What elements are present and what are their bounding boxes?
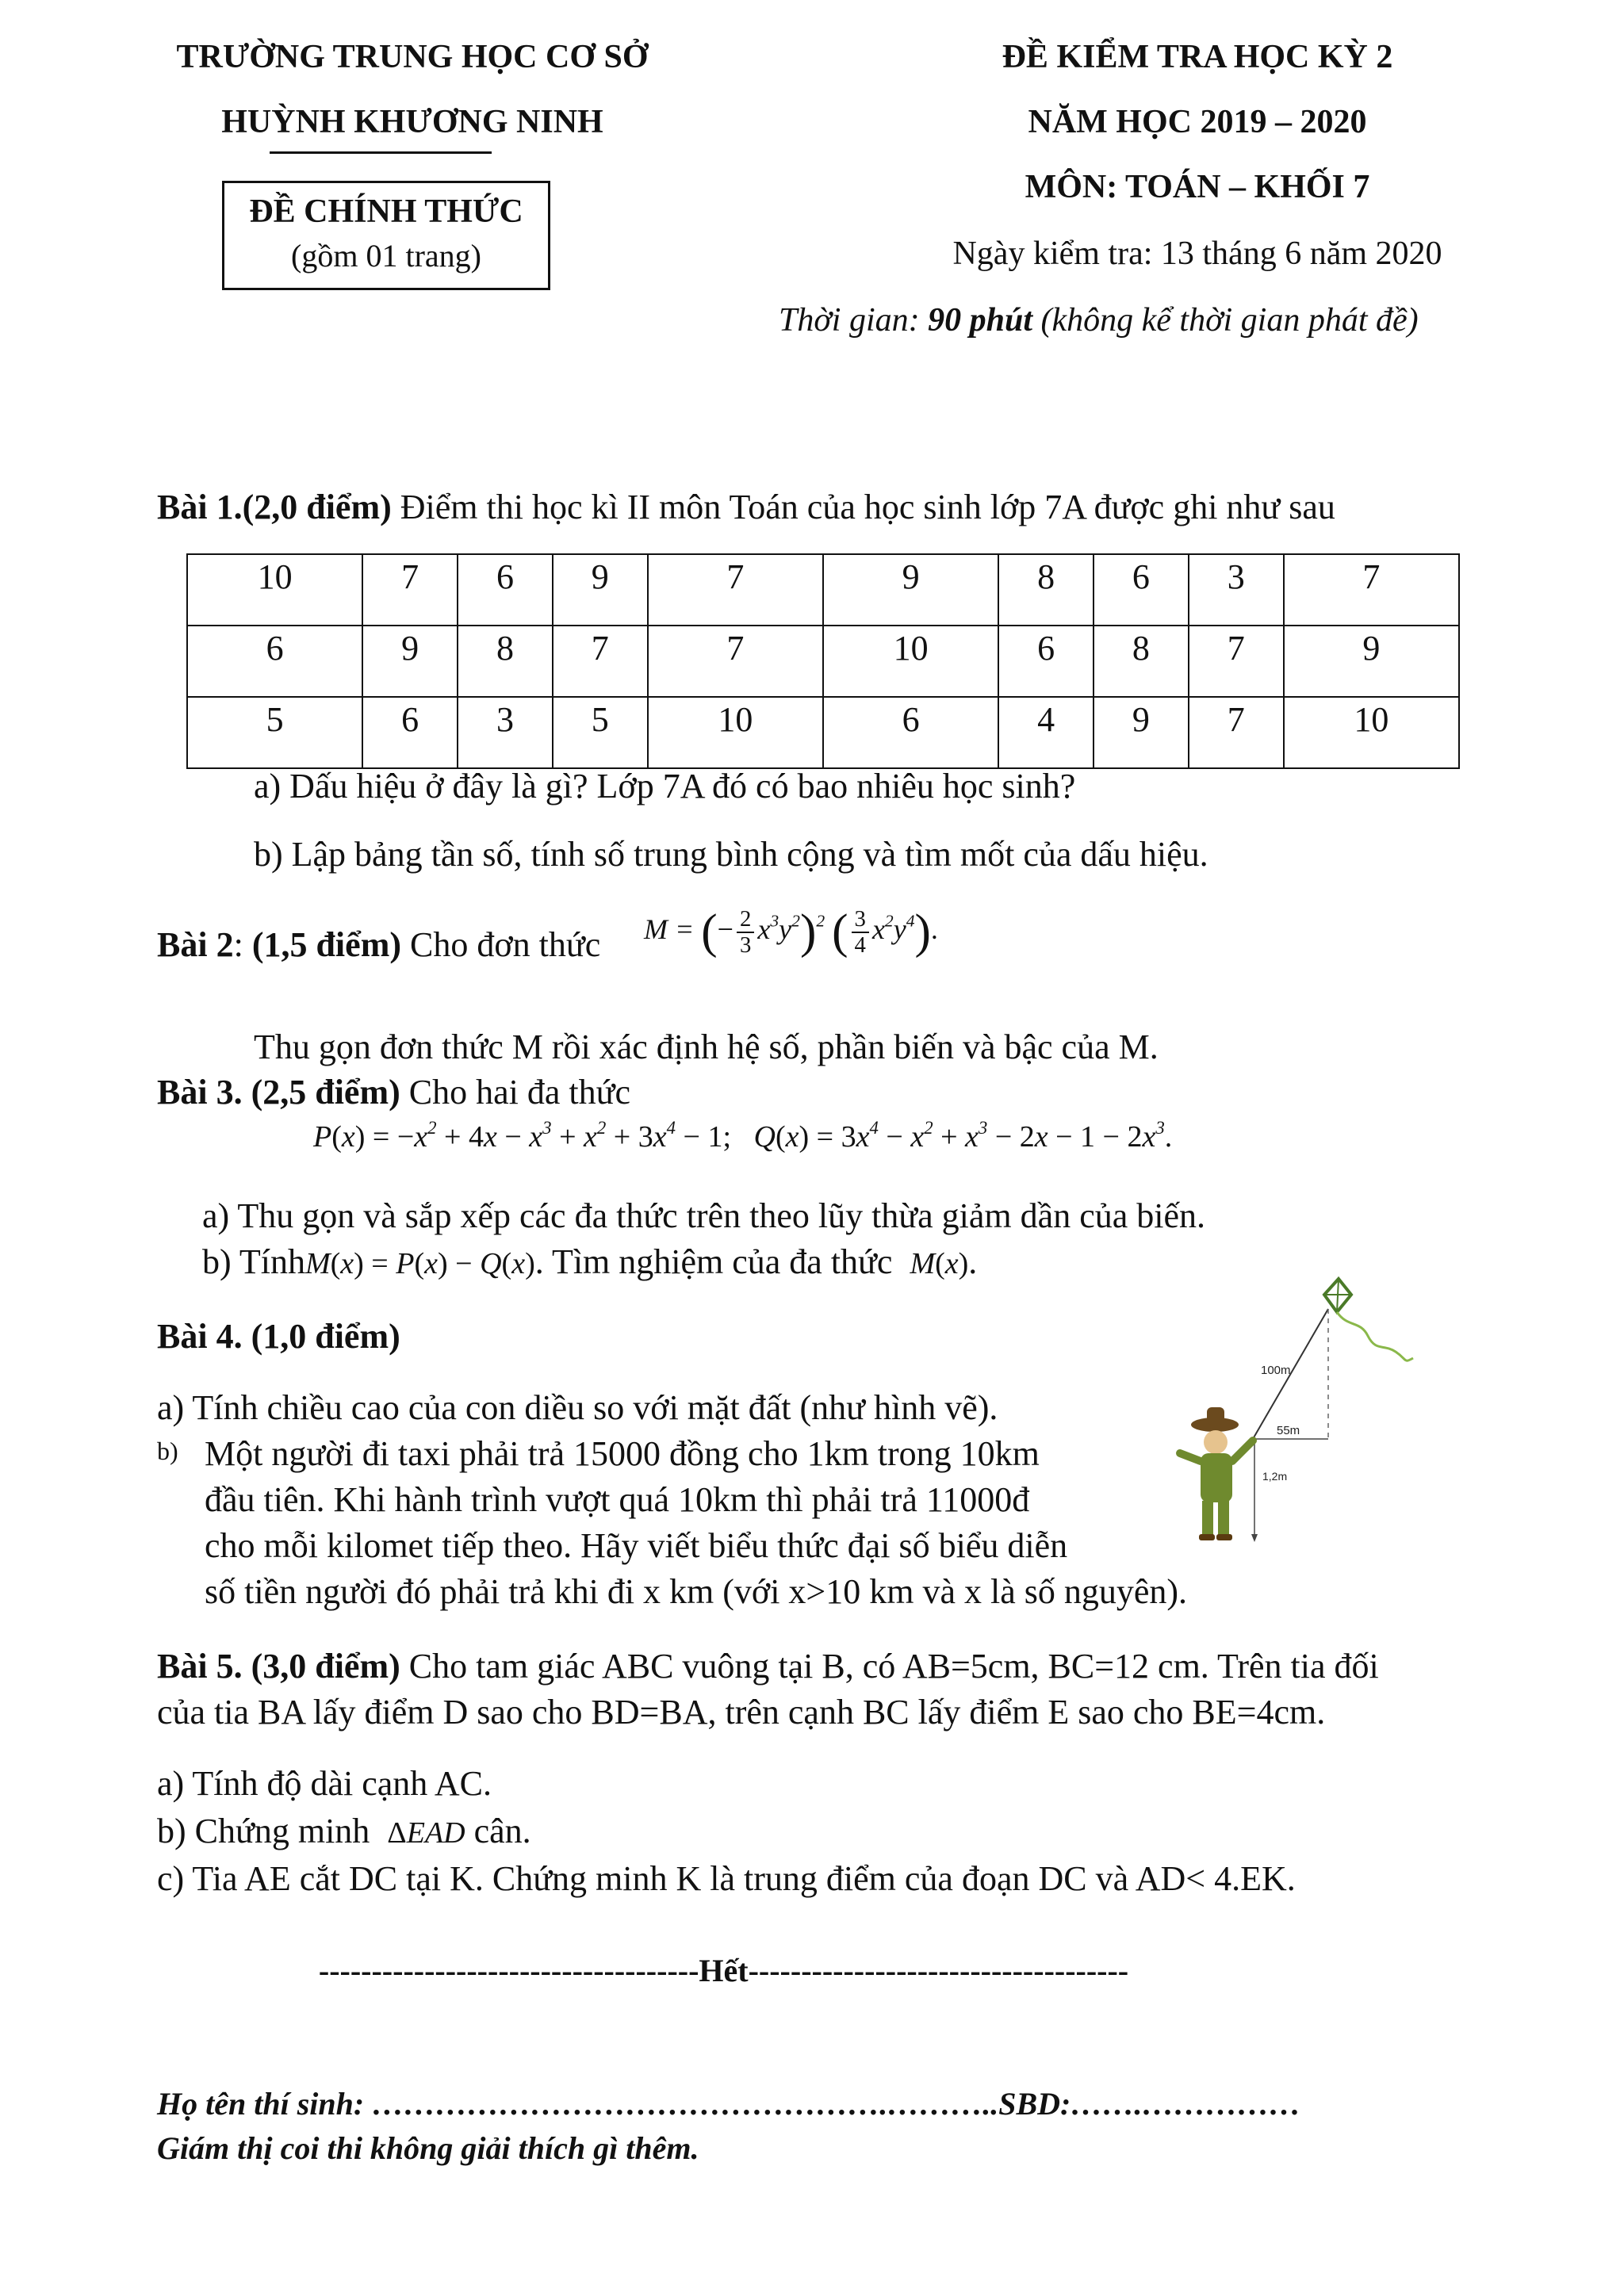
subject-line: MÔN: TOÁN – KHỐI 7	[1025, 169, 1370, 205]
table-cell: 7	[648, 554, 823, 626]
bai4-question-a: a) Tính chiều cao của con diều so với mặt đất (như hình vẽ).	[157, 1388, 998, 1427]
school-year: NĂM HỌC 2019 – 2020	[1028, 104, 1367, 140]
school-name-line2: HUỲNH KHƯƠNG NINH	[221, 104, 603, 140]
school-name-line1: TRƯỜNG TRUNG HỌC CƠ SỞ	[176, 39, 649, 75]
table-cell: 6	[187, 626, 362, 697]
bai1-text: Điểm thi học kì II môn Toán của học sinh lớp 7A được ghi như sau	[391, 488, 1335, 526]
bai5-heading	[157, 1646, 1379, 1686]
table-row	[187, 554, 1459, 626]
proctor-note: Giám thị coi thi không giải thích gì thêm.	[157, 2130, 699, 2166]
table-cell: 7	[362, 554, 458, 626]
bai3-text: Cho hai đa thức	[400, 1073, 630, 1112]
string-length-label: 100m	[1261, 1364, 1291, 1377]
table-cell: 7	[1284, 554, 1459, 626]
table-cell: 7	[648, 626, 823, 697]
bai1-label: Bài 1.(2,0 điểm)	[157, 488, 392, 526]
bai5-line1: Cho tam giác ABC vuông tại B, có AB=5cm, BC=12 cm. Trên tia đối	[400, 1647, 1379, 1686]
bai2-label: Bài 2	[157, 925, 234, 964]
time-prefix: Thời gian:	[779, 302, 920, 339]
table-cell: 10	[1284, 697, 1459, 768]
table-cell: 6	[1094, 554, 1189, 626]
end-marker: ------------------------------------Hết------------------------------------	[318, 1953, 1129, 1988]
table-cell: 8	[458, 626, 553, 697]
candidate-line: Họ tên thí sinh: ………………………………………….………..SBD:…….……………	[157, 2086, 1301, 2122]
bai2-heading	[157, 924, 600, 965]
bai4-b-line2: đầu tiên. Khi hành trình vượt quá 10km thì phải trả 11000đ	[205, 1480, 1030, 1519]
person-icon	[1180, 1407, 1253, 1540]
official-box	[222, 181, 550, 290]
time-suffix: (không kể thời gian phát đề)	[1040, 302, 1419, 339]
table-cell: 6	[823, 697, 998, 768]
bai2-colon: :	[233, 925, 252, 964]
bai1-question-a: a) Dấu hiệu ở đây là gì? Lớp 7A đó có bao nhiêu học sinh?	[254, 767, 1076, 806]
table-cell: 6	[458, 554, 553, 626]
table-cell: 4	[998, 697, 1094, 768]
table-cell: 9	[823, 554, 998, 626]
table-cell: 10	[823, 626, 998, 697]
formula-lhs: M =	[644, 913, 695, 945]
kite-tail	[1337, 1312, 1413, 1360]
bai1-question-b: b) Lập bảng tần số, tính số trung bình cộng và tìm mốt của dấu hiệu.	[254, 835, 1208, 874]
kite-figure	[1166, 1272, 1427, 1566]
time-line	[779, 301, 1419, 339]
bai4-b-line4: số tiền người đó phải trả khi đi x km (với x>10 km và x là số nguyên).	[205, 1572, 1188, 1611]
bai4-b-line1: Một người đi taxi phải trả 15000 đồng cho 1km trong 10km	[205, 1434, 1040, 1473]
official-label: ĐỀ CHÍNH THỨC	[249, 193, 523, 230]
bai5-question-c: c) Tia AE cắt DC tại K. Chứng minh K là trung điểm của đoạn DC và AD< 4.EK.	[157, 1859, 1296, 1898]
table-cell: 8	[1094, 626, 1189, 697]
bai5-label: Bài 5. (3,0 điểm)	[157, 1647, 400, 1686]
table-cell: 8	[998, 554, 1094, 626]
bai2-text: Cho đơn thức	[401, 925, 601, 964]
table-cell: 6	[362, 697, 458, 768]
bai3-label: Bài 3. (2,5 điểm)	[157, 1073, 400, 1112]
table-row	[187, 626, 1459, 697]
exam-date: Ngày kiểm tra: 13 tháng 6 năm 2020	[952, 235, 1442, 272]
bai3-question-a: a) Thu gọn và sắp xếp các đa thức trên theo lũy thừa giảm dần của biến.	[202, 1196, 1205, 1235]
header-underline	[270, 151, 492, 154]
table-cell: 3	[1189, 554, 1284, 626]
outer-exponent: 2	[816, 911, 825, 931]
bai3-question-b: b) TínhM(x) = P(x) − Q(x). Tìm nghiệm của đa thức M(x).	[202, 1242, 978, 1281]
bai5-line2: của tia BA lấy điểm D sao cho BD=BA, trên cạnh BC lấy điểm E sao cho BE=4cm.	[157, 1693, 1326, 1732]
bai2-task: Thu gọn đơn thức M rồi xác định hệ số, phần biến và bậc của M.	[254, 1027, 1159, 1066]
table-cell: 5	[187, 697, 362, 768]
horizontal-label: 55m	[1277, 1424, 1300, 1437]
fraction: $\frac{3}{4}$	[852, 907, 869, 956]
bai3-polynomials: $P(x) = -x^2 + 4x - x^3 + x^2 + 3x^4 - 1$; $Q(x) = 3x^4 - x^2 + x^3 - 2x - 1 - 2x^3$.	[313, 1118, 1173, 1154]
table-cell: 10	[648, 697, 823, 768]
bai2-points: (1,5 điểm)	[251, 925, 401, 964]
fraction: $\frac{2}{3}$	[737, 907, 754, 956]
bai1-heading	[157, 487, 1335, 527]
table-cell: 7	[1189, 626, 1284, 697]
bai4-b-marker: b)	[157, 1437, 178, 1465]
table-cell: 9	[553, 554, 648, 626]
table-cell: 9	[362, 626, 458, 697]
table-cell: 7	[553, 626, 648, 697]
bai3-heading	[157, 1072, 630, 1112]
exam-title: ĐỀ KIỂM TRA HỌC KỲ 2	[1002, 39, 1393, 75]
bai5-question-b: b) Chứng minh ΔEAD cân.	[157, 1812, 531, 1850]
table-cell: 9	[1094, 697, 1189, 768]
bai5-question-a: a) Tính độ dài cạnh AC.	[157, 1764, 492, 1803]
table-row	[187, 697, 1459, 768]
table-cell: 3	[458, 697, 553, 768]
time-value: 90 phút	[928, 302, 1032, 339]
table-cell: 10	[187, 554, 362, 626]
pages-note: (gồm 01 trang)	[291, 238, 481, 274]
bai2-formula: M = (− $\frac{2}{3}$ $x^3y^2)^2$ ( $\frac{3}{4}$ $x^2y^4$).	[644, 905, 938, 959]
scores-table	[186, 553, 1460, 769]
table-cell: 6	[998, 626, 1094, 697]
bai4-b-line3: cho mỗi kilomet tiếp theo. Hãy viết biểu thức đại số biểu diễn	[205, 1526, 1068, 1565]
table-cell: 7	[1189, 697, 1284, 768]
height-label: 1,2m	[1262, 1470, 1288, 1483]
table-cell: 5	[553, 697, 648, 768]
table-cell: 9	[1284, 626, 1459, 697]
bai4-heading: Bài 4. (1,0 điểm)	[157, 1317, 400, 1356]
